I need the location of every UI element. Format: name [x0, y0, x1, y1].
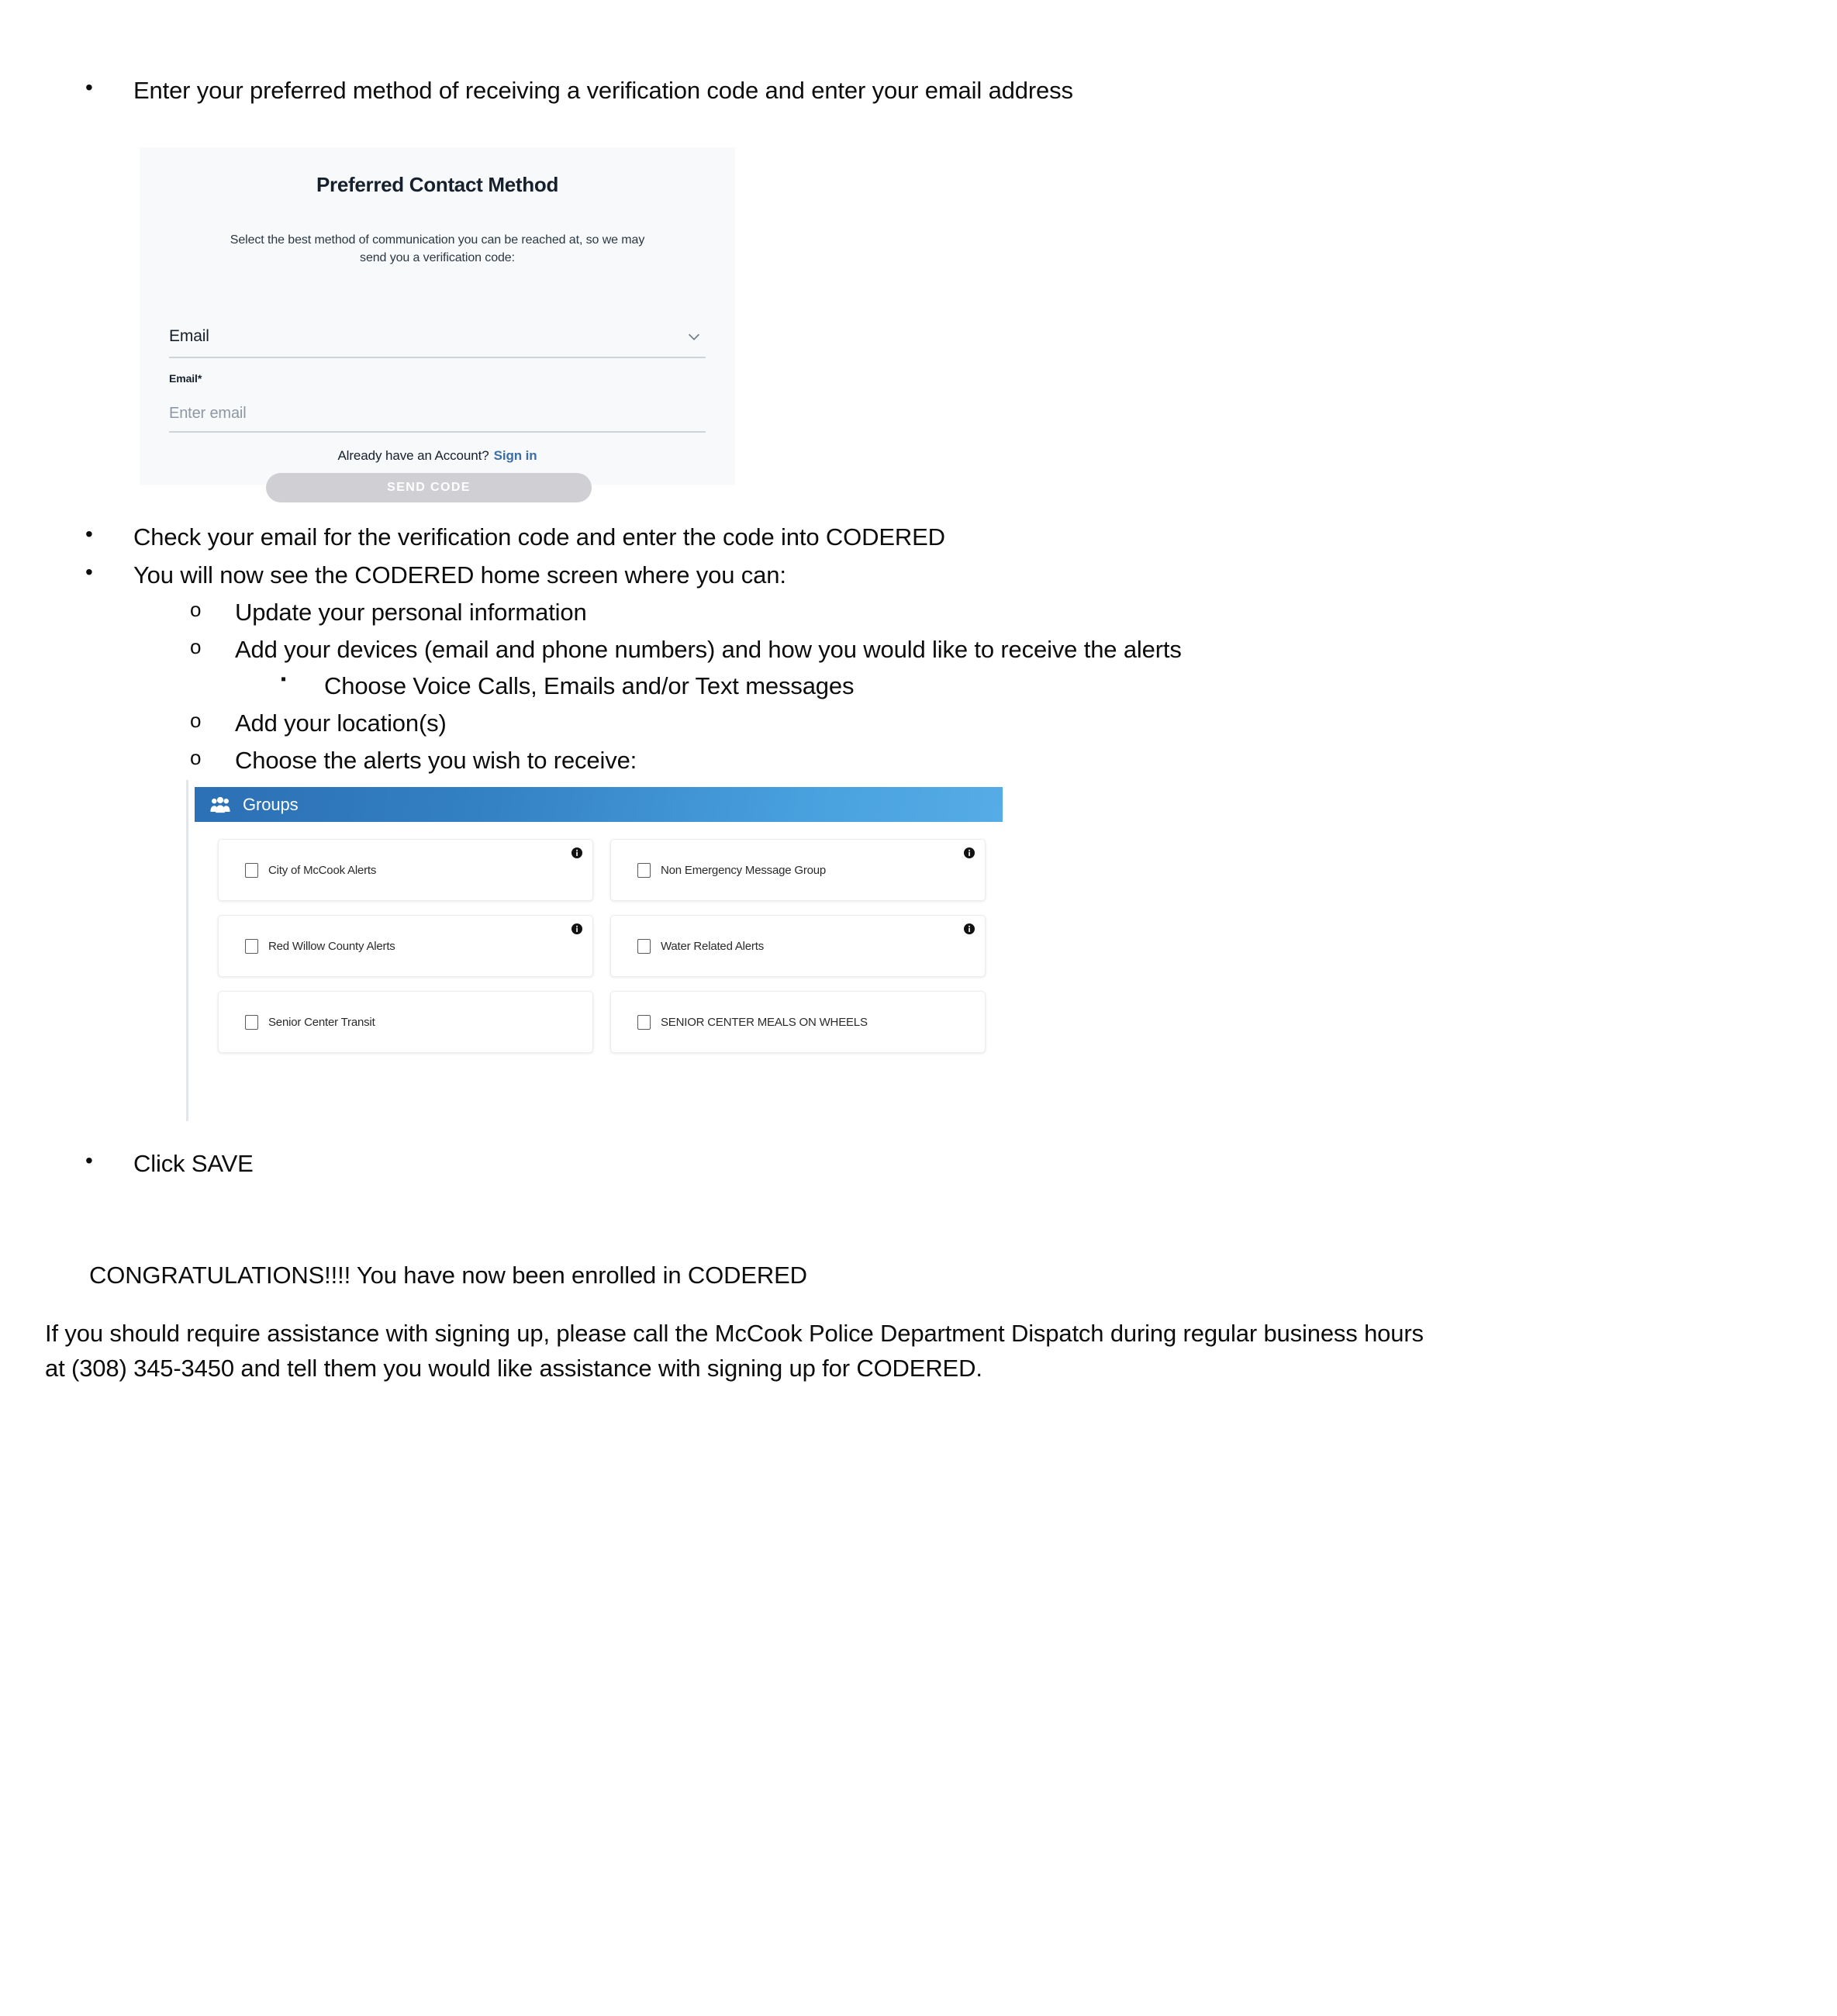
groups-grid	[218, 839, 986, 1053]
users-group-icon	[210, 796, 230, 813]
contact-method-select-value: Email	[169, 327, 209, 345]
email-field-label: Email*	[169, 372, 202, 385]
signin-row	[140, 448, 735, 464]
group-checkbox[interactable]	[637, 863, 651, 878]
bullet-marker: o	[190, 746, 202, 769]
contact-panel-title: Preferred Contact Method	[316, 173, 559, 196]
bullet-marker: o	[190, 635, 202, 658]
instruction-step-3	[85, 559, 1643, 592]
info-icon[interactable]	[571, 923, 582, 934]
instruction-text: Choose Voice Calls, Emails and/or Text messages	[324, 672, 855, 699]
group-card[interactable]	[218, 839, 593, 901]
group-checkbox[interactable]	[245, 1015, 258, 1030]
send-code-button[interactable]: SEND CODE	[266, 473, 592, 502]
instruction-step-2	[85, 521, 1643, 554]
group-card[interactable]	[610, 839, 986, 901]
bullet-marker: •	[85, 522, 93, 546]
instruction-text: Click SAVE	[133, 1150, 254, 1177]
instruction-step-1	[85, 74, 1643, 107]
info-icon[interactable]	[964, 923, 975, 934]
bullet-marker: •	[85, 560, 93, 584]
closing-paragraph: If you should require assistance with signing up, please call the McCook Police Department Dispatch during regular business hours at (308) 345-3450 and tell them you would like assistance with signing up for CODERED.	[45, 1320, 1424, 1382]
groups-header	[195, 787, 1003, 822]
bullet-marker: ▪	[281, 671, 286, 688]
congratulations-text: CONGRATULATIONS!!!! You have now been enrolled in CODERED	[89, 1262, 807, 1289]
preferred-contact-method-screenshot	[140, 147, 735, 494]
instruction-text: Add your devices (email and phone numbers) and how you would like to receive the alerts	[235, 636, 1182, 663]
contact-method-select[interactable]	[169, 316, 706, 358]
group-card[interactable]	[610, 991, 986, 1053]
group-card[interactable]	[610, 915, 986, 977]
instruction-substep-choose-channels	[279, 670, 1837, 702]
instruction-text: Choose the alerts you wish to receive:	[235, 747, 637, 774]
group-card[interactable]	[218, 991, 593, 1053]
groups-header-title: Groups	[243, 794, 299, 814]
bullet-marker: o	[190, 709, 202, 732]
instruction-substep-update-info	[190, 596, 1748, 629]
info-icon[interactable]	[964, 847, 975, 858]
group-checkbox[interactable]	[637, 1015, 651, 1030]
instruction-substep-add-locations	[190, 707, 1748, 740]
group-checkbox[interactable]	[245, 939, 258, 954]
group-label: Non Emergency Message Group	[661, 863, 827, 877]
email-input-placeholder: Enter email	[169, 404, 247, 422]
group-label: Red Willow County Alerts	[268, 939, 395, 953]
group-checkbox[interactable]	[637, 939, 651, 954]
instruction-step-click-save	[85, 1148, 1643, 1180]
instruction-substep-add-devices	[190, 633, 1748, 666]
instruction-text: Update your personal information	[235, 599, 587, 626]
instruction-text: Enter your preferred method of receiving a verification code and enter your email address	[133, 77, 1073, 104]
instruction-text: Add your location(s)	[235, 709, 447, 737]
group-label: Water Related Alerts	[661, 939, 764, 953]
signin-prompt-text: Already have an Account?	[337, 448, 489, 463]
groups-screenshot	[186, 780, 1000, 1121]
email-input[interactable]	[169, 395, 706, 433]
group-label: Senior Center Transit	[268, 1015, 375, 1029]
instruction-text: You will now see the CODERED home screen where you can:	[133, 561, 786, 589]
group-card[interactable]	[218, 915, 593, 977]
instruction-text: Check your email for the verification code and enter the code into CODERED	[133, 523, 945, 551]
bullet-marker: o	[190, 598, 202, 621]
contact-panel-subtitle: Select the best method of communication you can be reached at, so we may send you a verification code:	[230, 233, 645, 265]
group-label: City of McCook Alerts	[268, 863, 377, 877]
chevron-down-icon	[685, 328, 703, 345]
sign-in-link[interactable]: Sign in	[493, 448, 537, 463]
instruction-substep-choose-alerts	[190, 744, 1748, 777]
group-checkbox[interactable]	[245, 863, 258, 878]
bullet-marker: •	[85, 75, 93, 99]
info-icon[interactable]	[571, 847, 582, 858]
group-label: SENIOR CENTER MEALS ON WHEELS	[661, 1015, 868, 1029]
bullet-marker: •	[85, 1148, 93, 1172]
